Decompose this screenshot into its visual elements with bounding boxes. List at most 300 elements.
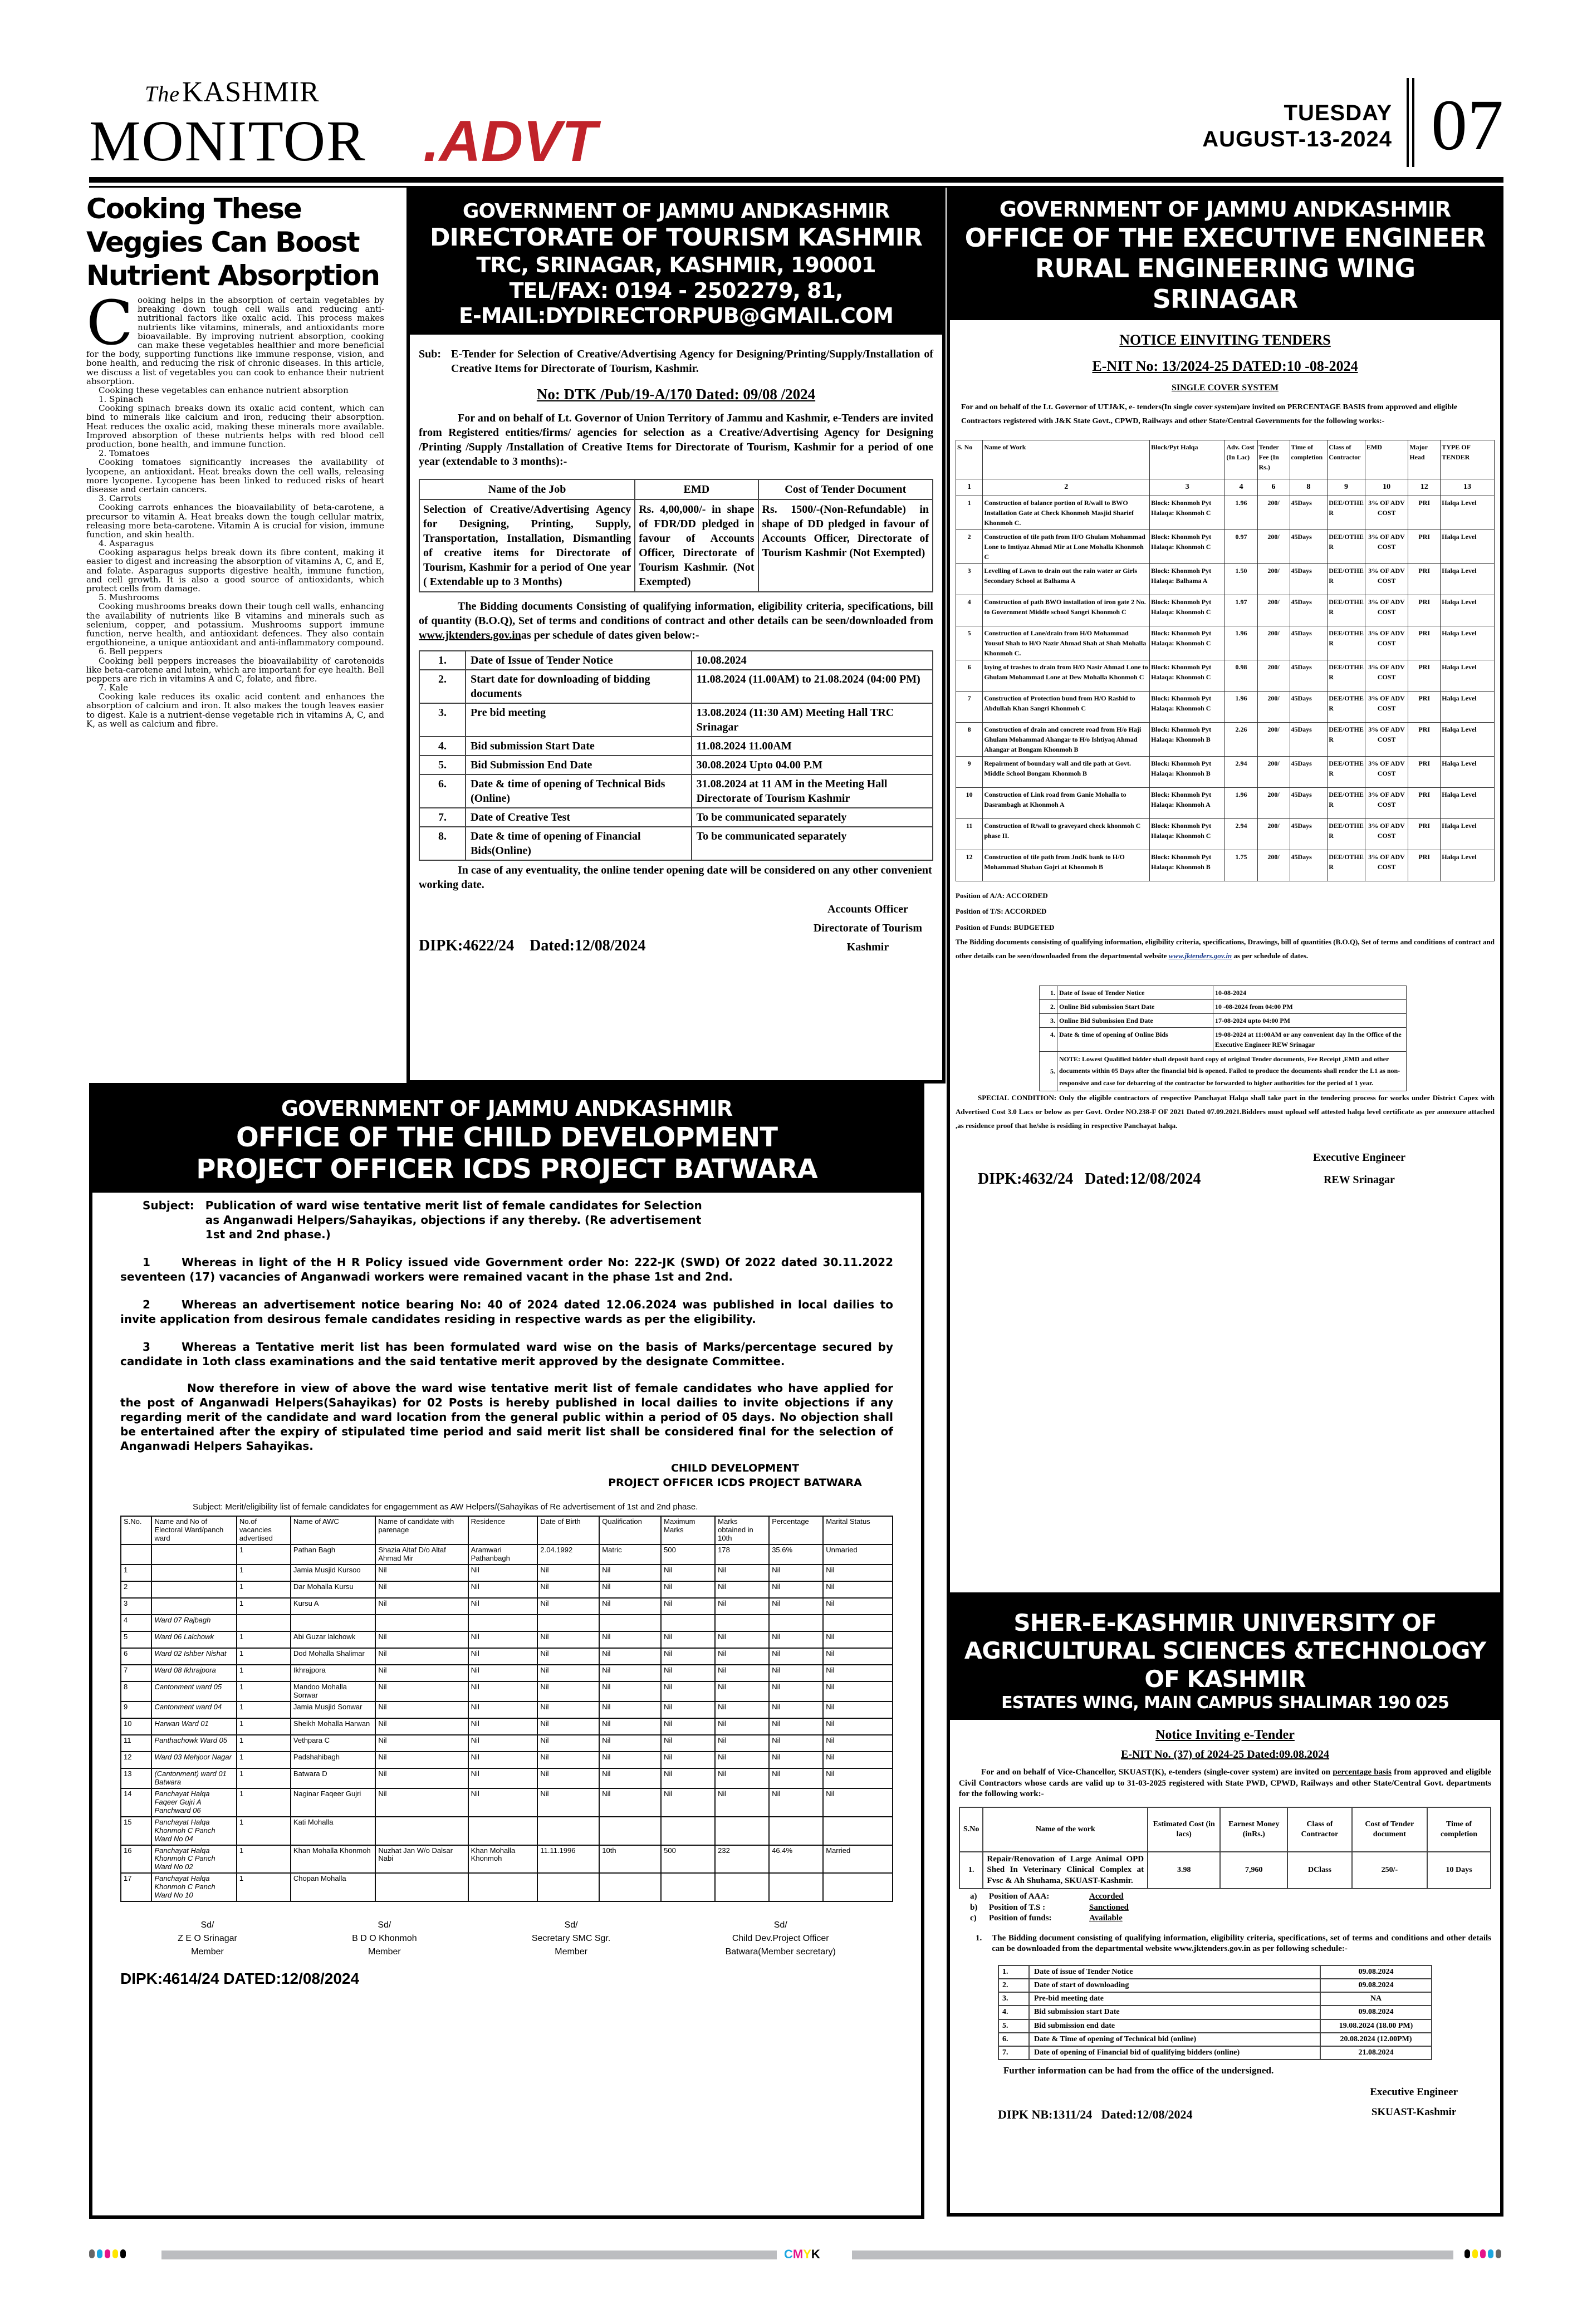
works-cell-block: Block: Khonmoh Pyt Halaqa: Khonmoh B [1150,722,1225,756]
skuast-footer [959,2082,1491,2122]
article-item-text: Cooking asparagus helps break down its fibre content, making it easier to digest and increasing the absorption of vitamins A, C, and E, and folate. Asparagus supports digestive health, immune function, and cell growth. It is also a good source of antioxidants, which protect cells from damage. [86,547,384,594]
merit-header: Residence [468,1516,538,1545]
color-dot [1496,2249,1501,2258]
works-cell-name: Construction of balance portion of R/wall to BWO Installation Gate at Check Khonmoh Masjid Sharief Khonmoh C. [983,496,1150,529]
color-dot [1464,2249,1470,2258]
cmyk-mark [784,2247,820,2262]
bidding-text-end: as per schedule of dates. [1232,952,1309,960]
intro-text: For and on behalf of Vice-Chancellor, SKUAST(K), e-tenders (single-cover system) are invited on [981,1768,1333,1777]
signature-role: Member [368,1947,401,1957]
work-cell-sno: 1. [959,1852,983,1889]
merit-cell-max: Nil [661,1665,715,1681]
color-dot [1480,2249,1486,2258]
tourism-ad [406,187,946,1083]
icds-dipk: DIPK:4614/24 DATED:12/08/2024 [120,1970,360,1988]
job-cell: Selection of Creative/Advertising Agency for Designing, Printing, Supply, Transportation, Installation, Dismantling of creative items for Directorate of Tourism, Kashmir for a period of One year ( Extendable up to 3 Months) [419,499,635,592]
works-cell-fee: 200/ [1257,850,1290,881]
dipk-number: DIPK:4622/24 [419,937,515,955]
merit-cell-max: Nil [661,1718,715,1735]
works-cell-head: PRI [1408,626,1441,660]
schedule-value: 21.08.2024 [1320,2046,1432,2060]
works-colnum: 8 [1290,479,1328,496]
schedule-item: Bid submission Start Date [466,737,692,756]
works-cell-sno: 5 [956,626,983,660]
merit-cell-dob: Nil [537,1665,599,1681]
schedule-value: 09.08.2024 [1320,1979,1432,1992]
works-cell-head: PRI [1408,529,1441,563]
cmyk-k: K [811,2247,820,2261]
merit-cell-res: Nil [468,1648,538,1665]
schedule-no: 2. [419,670,466,703]
schedule-item: Date & Time of opening of Technical bid (online) [1029,2033,1320,2046]
skuast-enit: E-NIT No. (37) of 2024-25 Dated:09.08.2024 [1120,1748,1330,1761]
works-cell-fee: 200/ [1257,563,1290,595]
schedule-item: Date & time of opening of Online Bids [1057,1027,1213,1051]
merit-cell-dob: Nil [537,1752,599,1768]
works-cell-emd: 3% OF ADV COST [1365,756,1408,787]
signature-role: Member [555,1947,587,1957]
merit-cell-obt: Nil [715,1735,769,1752]
works-cell-class: DEE/OTHER [1328,660,1365,691]
article-item-heading: 3. Carrots [99,493,141,504]
job-cell: Rs. 1500/-(Non-Refundable) in shape of DD pledged in favour of Accounts Officer, Directorate of Tourism Kashmir (Not Exempted) [758,499,933,592]
merit-cell-obt: Nil [715,1581,769,1598]
works-cell-sno: 4 [956,595,983,626]
merit-cell-qual: Nil [599,1735,661,1752]
works-cell-type: Halqa Level [1441,691,1495,722]
merit-row [121,1768,893,1788]
merit-cell-dob: Nil [537,1735,599,1752]
tourism-eventuality: In case of any eventuality, the online tender opening date will be considered on any other convenient working date. [419,864,932,891]
works-cell-head: PRI [1408,722,1441,756]
merit-cell-ward: Panchayat Halqa Khonmoh C Panch Ward No 10 [151,1873,236,1901]
schedule-row [419,774,933,808]
works-cell-head: PRI [1408,660,1441,691]
article-item-heading: 2. Tomatoes [99,448,150,459]
schedule-value: 09.08.2024 [1320,2006,1432,2019]
signature-block [726,1919,836,1959]
works-cell-cost: 1.96 [1225,626,1257,660]
works-cell-class: DEE/OTHER [1328,756,1365,787]
merit-cell-ward: Ward 07 Rajbagh [151,1615,236,1631]
merit-cell-marital [823,1873,893,1901]
schedule-item: Bid Submission End Date [466,756,692,774]
works-cell-name: Construction of tile path from H/O Ghulam Mohammad Lone to Imtiyaz Ahmad Mir at Lone Mohalla Khonmoh C [983,529,1150,563]
merit-cell-dob: Nil [537,1681,599,1702]
merit-cell-vac: 1 [237,1631,291,1648]
merit-cell-name [375,1873,468,1901]
merit-cell-marital: Unmaried [823,1545,893,1565]
schedule-row [998,1979,1432,1992]
merit-cell-qual: Nil [599,1598,661,1615]
color-dot [1488,2249,1493,2258]
merit-cell-vac: 1 [237,1752,291,1768]
rew-works-table [956,440,1495,881]
merit-cell-marital: Nil [823,1631,893,1648]
masthead-day: TUESDAY [1284,101,1392,125]
article-title: Cooking These Veggies Can Boost Nutrient Absorption [86,193,379,292]
merit-cell-obt: Nil [715,1752,769,1768]
merit-cell-vac: 1 [237,1545,291,1565]
schedule-item: Date & time of opening of Financial Bids(Online) [466,827,692,860]
merit-cell-awc: Sheikh Mohalla Harwan [291,1718,375,1735]
masthead-monitor: MONITOR [89,109,366,173]
rew-header-line: GOVERNMENT OF JAMMU ANDKASHMIR [999,197,1451,222]
skuast-header-line: ESTATES WING, MAIN CAMPUS SHALIMAR 190 025 [1001,1693,1449,1713]
works-cell-block: Block: Khonmoh Pyt Halaqa: Khonmoh C [1150,818,1225,850]
article [86,192,384,1077]
works-cell-emd: 3% OF ADV COST [1365,563,1408,595]
tourism-header-line: GOVERNMENT OF JAMMU ANDKASHMIR [462,200,890,223]
skuast-signatory [1370,2082,1458,2122]
works-cell-head: PRI [1408,496,1441,529]
color-dot [1472,2249,1478,2258]
dipk-date: Dated:12/08/2024 [530,937,646,955]
schedule-item: Online Bid submission Start Date [1057,999,1213,1013]
merit-cell-pct: Nil [769,1681,823,1702]
works-cell-class: DEE/OTHER [1328,787,1365,818]
works-cell-sno: 3 [956,563,983,595]
icds-now-therefore: Now therefore in view of above the ward wise tentative merit list of female candidates who have applied for the post of Anganwadi Helpers(Sahayikas) for 02 Posts is hereby published in local dailies to invite objections if any regarding merit of the candidate and ward location from the general public within a period of 05 days. No objection shall be entertained after the expiry of stipulated time period and said merit list shall be considered final for the selection of Anganwadi Helpers Sahayikas. [120,1381,893,1453]
merit-cell-name [375,1615,468,1631]
rew-positions [956,888,1495,936]
works-cell-name: laying of trashes to drain from H/O Nasir Ahmad Lone to Ghulam Mohammad Lone at Dew Mohalla Khonmoh C [983,660,1150,691]
article-item-heading: 1. Spinach [99,394,144,405]
skuast-schedule-table [998,1965,1432,2060]
works-cell-cost: 2.26 [1225,722,1257,756]
merit-cell-obt: Nil [715,1681,769,1702]
schedule-no: 7. [998,2046,1029,2060]
merit-cell-sno: 8 [121,1681,151,1702]
merit-cell-ward: Ward 02 Ishber Nishat [151,1648,236,1665]
works-colnum: 3 [1150,479,1225,496]
merit-cell-ward [151,1545,236,1565]
schedule-row [419,651,933,670]
article-item-text: Cooking mushrooms breaks down their tough cell walls, enhancing the availability of nutrients like B vitamins and minerals such as selenium, copper, and potassium. Mushrooms support immune function, nerve health, and antioxidant defences. They also contain ergothioneine, a unique antioxidant and anti-inflammatory compound. [86,601,384,648]
merit-cell-qual [599,1615,661,1631]
works-cell-cost: 1.97 [1225,595,1257,626]
works-colnum: 4 [1225,479,1257,496]
merit-cell-name: Nil [375,1565,468,1581]
works-colnum: 1 [956,479,983,496]
works-cell-cost: 2.94 [1225,756,1257,787]
merit-cell-obt: 178 [715,1545,769,1565]
works-cell-cost: 1.50 [1225,563,1257,595]
works-cell-head: PRI [1408,595,1441,626]
masthead-advt: .ADVT [423,109,597,174]
schedule-value: 30.08.2024 Upto 04.00 P.M [692,756,933,774]
merit-cell-pct: 46.4% [769,1845,823,1874]
merit-cell-marital: Nil [823,1665,893,1681]
skuast-header [950,1599,1500,1720]
skuast-notice-title: Notice Inviting e-Tender [1155,1728,1295,1743]
merit-cell-ward: Panchayat Halqa Faqeer Gujri A Panchward 06 [151,1788,236,1817]
signatory-line: Directorate of Tourism [813,921,922,934]
tourism-para2 [419,599,933,643]
skuast-further: Further information can be had from the office of the undersigned. [1003,2065,1274,2076]
merit-cell-ward: Panchayat Halqa Khonmoh C Panch Ward No 02 [151,1845,236,1874]
position-line: Position of A/A: ACCORDED [956,891,1048,900]
work-header: Earnest Money (inRs.) [1220,1807,1287,1852]
merit-cell-max: Nil [661,1565,715,1581]
skuast-signatory-org: SKUAST-Kashmir [1371,2106,1457,2119]
schedule-no: 3. [998,1992,1029,2006]
works-colnum: 10 [1365,479,1408,496]
rew-notice-title: NOTICE EINVITING TENDERS [1119,332,1331,349]
tourism-ref: No: DTK /Pub/19-A/170 Dated: 09/08 /2024 [536,385,816,403]
merit-cell-marital: Nil [823,1565,893,1581]
job-header: Name of the Job [419,479,635,499]
masthead-date [1202,100,1392,153]
merit-cell-awc [291,1615,375,1631]
merit-cell-pct: Nil [769,1631,823,1648]
works-cell-name: Levelling of Lawn to drain out the rain water ar Girls Secondary School at Balhama A [983,563,1150,595]
drop-cap: C [86,287,134,359]
merit-cell-dob [537,1873,599,1901]
schedule-value: 19.08.2024 (18.00 PM) [1320,2019,1432,2033]
works-cell-fee: 200/ [1257,722,1290,756]
article-lead: Cooking these vegetables can enhance nutrient absorption [99,385,349,395]
position-label: Position of funds: [989,1914,1052,1923]
works-cell-fee: 200/ [1257,626,1290,660]
merit-cell-name: Shazia Altaf D/o Altaf Ahmad Mir [375,1545,468,1565]
works-cell-type: Halqa Level [1441,818,1495,850]
merit-cell-qual: Nil [599,1631,661,1648]
jktenders-link[interactable]: www.jktenders.gov.in [419,629,521,641]
schedule-no: 2. [998,1979,1029,1992]
merit-cell-qual: Nil [599,1665,661,1681]
rew-enit: E-NIT No: 13/2024-25 DATED:10 -08-2024 [1092,358,1358,375]
schedule-no: 6. [998,2033,1029,2046]
merit-cell-name: Nil [375,1788,468,1817]
merit-cell-dob: 11.11.1996 [537,1845,599,1874]
merit-cell-name: Nil [375,1735,468,1752]
skuast-body [950,1720,1500,2129]
merit-cell-max: Nil [661,1788,715,1817]
skuast-header-line: OF KASHMIR [1144,1665,1306,1693]
merit-cell-dob: Nil [537,1768,599,1788]
position-key: c) [970,1914,977,1923]
para-text: Whereas in light of the H R Policy issued vide Government order No: 222-JK (SWD) Of 2022 dated 30.11.2022 seventeen (17) vacancies of Anganwadi workers were remained vacant in the phase 1st and 2nd. [120,1255,893,1283]
schedule-value: 19-08-2024 at 11:00AM or any convenient day In the Office of the Executive Engineer REW Srinagar [1213,1027,1407,1051]
schedule-value: 31.08.2024 at 11 AM in the Meeting Hall Directorate of Tourism Kashmir [692,774,933,808]
schedule-value: 11.08.2024 (11.00AM) to 21.08.2024 (04:00 PM) [692,670,933,703]
schedule-note-row [1040,1051,1407,1091]
works-cell-cost: 0.97 [1225,529,1257,563]
signatory-line: Kashmir [846,940,889,953]
article-items [86,395,384,728]
color-dot [120,2249,126,2258]
works-cell-cost: 1.96 [1225,691,1257,722]
merit-header: Maximum Marks [661,1516,715,1545]
color-dot [105,2249,110,2258]
merit-cell-ward: Ward 06 Lalchowk [151,1631,236,1648]
article-item-text: Cooking kale reduces its oxalic acid content and enhances the absorption of calcium and iron. It also makes the tough leaves easier to digest. Kale is a nutrient-dense vegetable rich in vitamins A, C, and K, as well as calcium and fibre. [86,692,384,729]
merit-cell-max: Nil [661,1648,715,1665]
tourism-dipk [419,936,646,956]
works-row [956,529,1495,563]
position-value: Available [1089,1914,1123,1923]
merit-header: Name of candidate with parenage [375,1516,468,1545]
schedule-row [998,2006,1432,2019]
schedule-row [1040,1027,1407,1051]
merit-cell-awc: Naginar Faqeer Gujri [291,1788,375,1817]
merit-cell-qual: Nil [599,1718,661,1735]
skuast-dipk [998,2107,1193,2123]
rew-bidding [956,935,1495,963]
merit-cell-obt: Nil [715,1648,769,1665]
jktenders-link[interactable]: www.jktenders.gov.in [1168,952,1232,960]
position-value: Sanctioned [1089,1903,1129,1912]
footer-bar-left [161,2251,777,2259]
merit-cell-obt [715,1615,769,1631]
schedule-no: 8. [419,827,466,860]
works-colnum: 9 [1328,479,1365,496]
works-cell-head: PRI [1408,756,1441,787]
schedule-item: Pre-bid meeting date [1029,1992,1320,2006]
merit-cell-name: Nil [375,1681,468,1702]
works-cell-sno: 11 [956,818,983,850]
works-colnum: 12 [1408,479,1441,496]
schedule-item: Online Bid Submission End Date [1057,1013,1213,1027]
merit-cell-ward: Ward 08 Ikhrajpora [151,1665,236,1681]
merit-header: Marital Status [823,1516,893,1545]
works-cell-sno: 1 [956,496,983,529]
merit-subject: Subject: Merit/eligibility list of female candidates for engagemment as AW Helpers/(Sahayikas of Re advertisement of 1st and 2nd phase. [193,1502,698,1512]
merit-cell-max: 500 [661,1545,715,1565]
schedule-row [419,737,933,756]
merit-cell-res: Nil [468,1631,538,1648]
works-cell-head: PRI [1408,818,1441,850]
merit-cell-dob: Nil [537,1702,599,1718]
merit-cell-sno: 15 [121,1817,151,1845]
merit-cell-res: Aramwari Pathanbagh [468,1545,538,1565]
works-header: Adv. Cost (In Lac) [1225,440,1257,479]
merit-cell-ward: Cantonment ward 04 [151,1702,236,1718]
works-cell-cost: 0.98 [1225,660,1257,691]
works-cell-block: Block: Khonmoh Pyt Halaqa: Khonmoh C [1150,691,1225,722]
merit-cell-res: Nil [468,1788,538,1817]
merit-cell-max: Nil [661,1581,715,1598]
merit-row [121,1718,893,1735]
work-header: Class of Contractor [1287,1807,1351,1852]
article-item-text: Cooking bell peppers increases the bioavailability of carotenoids like beta-carotene and lutein, which are important for eye health. Bell peppers are rich in vitamins A and C, folate, and fibre. [86,655,384,684]
works-cell-emd: 3% OF ADV COST [1365,595,1408,626]
schedule-value: To be communicated separately [692,808,933,827]
merit-cell-awc: Kati Mohalla [291,1817,375,1845]
works-cell-emd: 3% OF ADV COST [1365,496,1408,529]
tourism-header-line: TRC, SRINAGAR, KASHMIR, 190001 [476,252,876,277]
works-row [956,595,1495,626]
merit-cell-vac: 1 [237,1873,291,1901]
color-dot [89,2249,95,2258]
work-cell-doc: 250/- [1352,1852,1427,1889]
merit-cell-obt: Nil [715,1718,769,1735]
works-cell-sno: 10 [956,787,983,818]
merit-header: Name and No of Electoral Ward/panch ward [151,1516,236,1545]
merit-cell-marital: Nil [823,1768,893,1788]
works-cell-type: Halqa Level [1441,756,1495,787]
tourism-header [410,190,942,335]
icds-para [120,1255,893,1284]
merit-header: Date of Birth [537,1516,599,1545]
masthead-date-text: AUGUST-13-2024 [1202,127,1392,152]
merit-cell-qual [599,1873,661,1901]
position-label: Position of AAA: [989,1892,1050,1901]
merit-cell-qual: Nil [599,1648,661,1665]
works-cell-block: Block: Khonmoh Pyt Halaqa: Khonmoh B [1150,850,1225,881]
schedule-no: 1. [419,651,466,670]
works-cell-type: Halqa Level [1441,529,1495,563]
merit-cell-obt: Nil [715,1702,769,1718]
merit-cell-marital: Nil [823,1752,893,1768]
works-header: Name of Work [983,440,1150,479]
dipk-date: Dated:12/08/2024 [1085,1170,1201,1188]
intro-text-end: from approved and eligible Civil Contractors whose cards are valid up to 31-03-2025 registered with State PWD, CPWD, Railways and other State/Central Govt. departments for the following work:- [959,1768,1491,1799]
bidding-text: The Bidding document consisting of qualifying information, eligibility criteria, specifications, set of terms and conditions and other details can be downloaded from the departmental website www.jktenders.gov.in as per following schedule:- [992,1933,1491,1954]
rew-intro: For and on behalf of the Lt. Governor of UTJ&K, e- tenders(In single cover system)are invited on PERCENTAGE BASIS from approved and eligible Contractors registered with J&K State Govt., CPWD, Railways and other State/Central Governments for the following works:- [961,403,1458,426]
merit-cell-max [661,1817,715,1845]
schedule-no: 2. [1040,999,1057,1013]
merit-cell-pct: Nil [769,1752,823,1768]
works-cell-cost: 1.75 [1225,850,1257,881]
works-cell-sno: 8 [956,722,983,756]
merit-cell-pct: Nil [769,1581,823,1598]
merit-cell-ward: (Cantonment) ward 01 Batwara [151,1768,236,1788]
merit-cell-obt: Nil [715,1631,769,1648]
merit-cell-res: Nil [468,1565,538,1581]
article-item-text: Cooking spinach breaks down its oxalic acid content, which can bind to minerals like calcium and iron, reducing their absorption. Heat reduces the oxalic acid, making these minerals more available. Improved absorption of these nutrients helps with red blood cell production, bone health, and immune function. [86,403,384,449]
merit-cell-dob [537,1817,599,1845]
merit-cell-ward: Cantonment ward 05 [151,1681,236,1702]
article-item-heading: 7. Kale [99,683,128,693]
works-cell-time: 45Days [1290,496,1328,529]
rew-signatory [1313,1146,1405,1191]
subject-label: Subject: [143,1198,194,1212]
signature-sd: Sd/ [200,1920,214,1930]
merit-cell-max: Nil [661,1681,715,1702]
merit-cell-ward: Panthachowk Ward 05 [151,1735,236,1752]
tourism-subject [419,347,933,376]
merit-cell-pct [769,1817,823,1845]
icds-sign-top [577,1461,893,1491]
works-cell-head: PRI [1408,563,1441,595]
job-header: Cost of Tender Document [758,479,933,499]
merit-cell-sno: 14 [121,1788,151,1817]
merit-cell-dob: Nil [537,1598,599,1615]
works-cell-type: Halqa Level [1441,496,1495,529]
merit-cell-obt: Nil [715,1598,769,1615]
merit-cell-obt: Nil [715,1665,769,1681]
merit-cell-awc: Batwara D [291,1768,375,1788]
merit-cell-sno: 5 [121,1631,151,1648]
works-cell-fee: 200/ [1257,756,1290,787]
merit-row [121,1665,893,1681]
works-cell-class: DEE/OTHER [1328,818,1365,850]
works-cell-fee: 200/ [1257,529,1290,563]
merit-cell-marital: Nil [823,1581,893,1598]
works-row [956,850,1495,881]
job-header: EMD [635,479,758,499]
works-cell-block: Block: Khonmoh Pyt Halaqa: Khonmoh C [1150,529,1225,563]
merit-cell-dob [537,1615,599,1631]
signatory-line: Accounts Officer [827,903,908,915]
schedule-value: 09.08.2024 [1320,1965,1432,1979]
works-row [956,756,1495,787]
masthead-the: The [145,81,180,106]
signature-title: Secretary SMC Sgr. [531,1934,611,1944]
merit-header: Qualification [599,1516,661,1545]
